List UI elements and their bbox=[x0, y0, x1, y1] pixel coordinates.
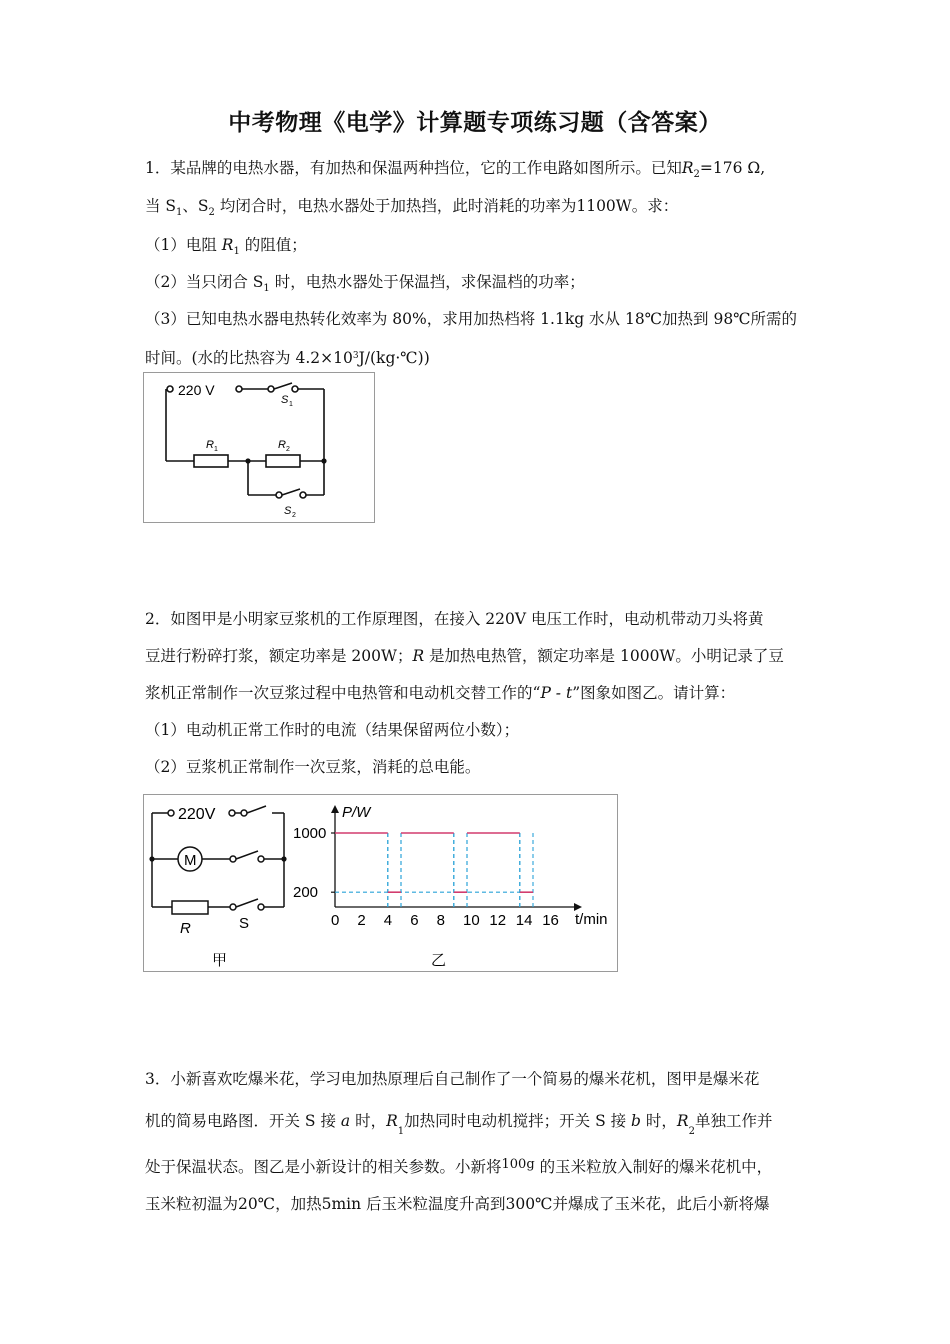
caption-yi: 乙 bbox=[431, 952, 447, 969]
q1-r2-subscript: 2 bbox=[693, 169, 700, 180]
q3-text: 机的简易电路图．开关 S 接 bbox=[145, 1112, 341, 1130]
y-tick-label: 1000 bbox=[293, 825, 327, 842]
q2-text: 浆机正常制作一次豆浆过程中电热管和电动机交替工作的“ bbox=[145, 684, 541, 702]
q3-text: 并爆成了玉米花，此后小新将爆 bbox=[552, 1195, 770, 1213]
r1-subscript: 1 bbox=[397, 1126, 405, 1137]
x-tick-label: 2 bbox=[357, 912, 366, 929]
q1-r2-value: =176 Ω, bbox=[699, 159, 766, 177]
q1-part-1 bbox=[145, 235, 307, 262]
q1-text: （2）当只闭合 S bbox=[145, 273, 264, 291]
y-axis-label-text: P/W bbox=[342, 804, 371, 821]
x-axis-arrow bbox=[574, 903, 582, 911]
q3-text: 玉米粒初温为 bbox=[145, 1195, 239, 1213]
y-axis-label bbox=[342, 804, 372, 821]
x-tick-label: 16 bbox=[542, 912, 559, 929]
q2-figure-svg bbox=[144, 795, 617, 971]
contact-a: a bbox=[340, 1112, 351, 1130]
s2-label-sub: 2 bbox=[292, 512, 296, 519]
motor-symbol: M bbox=[184, 852, 197, 869]
s1-subscript: 1 bbox=[263, 283, 270, 294]
q2-voltage-label: 220V bbox=[178, 806, 216, 823]
x-tick-label: 6 bbox=[410, 912, 419, 929]
r1-label: R bbox=[206, 439, 214, 451]
q1-text: 时间。(水的比热容为 4.2×10 bbox=[145, 349, 353, 367]
q1-text: （1）电阻 bbox=[145, 236, 222, 254]
heating-time: 5min bbox=[321, 1195, 362, 1213]
q2-part-2: （2）豆浆机正常制作一次豆浆，消耗的总电能。 bbox=[145, 758, 481, 776]
q3-text: 后玉米粒温度升高到 bbox=[361, 1195, 506, 1213]
q1-r2-symbol: R bbox=[681, 159, 694, 177]
s1-label: S bbox=[281, 394, 289, 406]
r1-label-sub: 1 bbox=[214, 446, 218, 453]
x-tick-label: 10 bbox=[463, 912, 480, 929]
q1-part-3-cont bbox=[145, 346, 430, 368]
q3-text: 处于保温状态。图乙是小新设计的相关参数。小新将 bbox=[145, 1158, 502, 1176]
initial-temp: 20℃ bbox=[238, 1195, 276, 1213]
r2-subscript: 2 bbox=[688, 1126, 695, 1137]
x-tick-label: 4 bbox=[383, 912, 393, 929]
x-tick-label: 0 bbox=[331, 912, 340, 929]
q3-line-2 bbox=[145, 1111, 772, 1142]
r1-symbol: R bbox=[386, 1112, 398, 1130]
q2-text: 是加热电热管，额定功率是 1000W。小明记录了豆 bbox=[424, 647, 784, 665]
final-temp: 300℃ bbox=[505, 1195, 553, 1213]
pt-chart bbox=[293, 804, 608, 929]
s2-subscript: 2 bbox=[208, 207, 215, 218]
x-tick-label: 12 bbox=[489, 912, 507, 929]
q2-part-1: （1）电动机正常工作时的电流（结果保留两位小数）； bbox=[145, 721, 520, 739]
r2-symbol: R bbox=[676, 1112, 689, 1130]
y-tick-label: 200 bbox=[293, 884, 319, 902]
q1-part-3: （3）已知电热水器电热转化效率为 80%，求用加热档将 1.1kg 水从 18℃加热到 98℃所需的 bbox=[145, 310, 798, 328]
q1-line-2 bbox=[145, 196, 678, 223]
q2-figure bbox=[143, 794, 618, 972]
q1-circuit-figure bbox=[143, 372, 375, 523]
q1-text: 的阻值； bbox=[239, 236, 307, 254]
exponent: 3 bbox=[352, 351, 359, 361]
s1-subscript: 1 bbox=[176, 207, 183, 218]
q3-line-1: 3．小新喜欢吃爆米花，学习电加热原理后自己制作了一个简易的爆米花机，图甲是爆米花 bbox=[145, 1070, 760, 1088]
q2-text: ”图象如图乙。请计算： bbox=[572, 684, 736, 702]
q3-text: 加热同时电动机搅拌；开关 S 接 bbox=[404, 1112, 632, 1130]
heater-r-label: R bbox=[180, 920, 191, 937]
s2-label: S bbox=[284, 505, 292, 517]
q1-text: 当 S bbox=[145, 197, 177, 215]
corn-mass: 100g bbox=[501, 1157, 535, 1172]
r-symbol: R bbox=[412, 647, 425, 665]
y-axis-arrow bbox=[331, 805, 339, 813]
r1-symbol: R bbox=[221, 236, 234, 254]
x-axis-label-text: t/min bbox=[575, 911, 608, 928]
r2-label-sub: 2 bbox=[286, 446, 290, 453]
q3-text: 时， bbox=[640, 1112, 677, 1130]
q3-text: ，加热 bbox=[275, 1195, 322, 1213]
q1-circuit-diagram bbox=[144, 373, 374, 522]
pt-symbol: P - t bbox=[540, 684, 573, 702]
q2-line-3 bbox=[145, 683, 735, 703]
q3-text: 单独工作并 bbox=[694, 1112, 773, 1130]
q3-text: 时， bbox=[350, 1112, 387, 1130]
q1-text: 1．某品牌的电热水器，有加热和保温两种挡位，它的工作电路如图所示。已知 bbox=[145, 159, 682, 177]
q3-line-4 bbox=[145, 1194, 769, 1214]
q3-line-3 bbox=[145, 1155, 772, 1177]
q1-text: 均闭合时，电热水器处于加热挡，此时消耗的功率为1100W。求： bbox=[214, 197, 679, 215]
contact-b: b bbox=[631, 1112, 641, 1130]
caption-jia: 甲 bbox=[212, 952, 228, 969]
r1-subscript: 1 bbox=[233, 246, 240, 257]
q1-text: J/(kg·℃)) bbox=[358, 349, 430, 367]
q1-line-1 bbox=[145, 158, 765, 185]
x-axis-label bbox=[575, 911, 608, 928]
r2-label: R bbox=[278, 439, 286, 451]
q1-text: 、S bbox=[182, 197, 209, 215]
q3-text: 的玉米粒放入制好的爆米花机中， bbox=[534, 1158, 773, 1176]
switch-s-label: S bbox=[239, 915, 250, 932]
q1-part-2 bbox=[145, 272, 585, 299]
q2-text: 豆进行粉碎打浆，额定功率是 200W； bbox=[145, 647, 413, 665]
page-title: 中考物理《电学》计算题专项练习题（含答案） bbox=[228, 110, 722, 136]
s1-label-sub: 1 bbox=[289, 401, 293, 408]
x-tick-label: 14 bbox=[515, 912, 533, 929]
q1-text: 时，电热水器处于保温挡，求保温档的功率； bbox=[269, 273, 585, 291]
voltage-label: 220 V bbox=[178, 382, 215, 398]
q2-line-2 bbox=[145, 646, 784, 666]
x-tick-label: 8 bbox=[436, 912, 445, 929]
q2-line-1: 2．如图甲是小明家豆浆机的工作原理图，在接入 220V 电压工作时，电动机带动刀头将黄 bbox=[145, 610, 764, 628]
